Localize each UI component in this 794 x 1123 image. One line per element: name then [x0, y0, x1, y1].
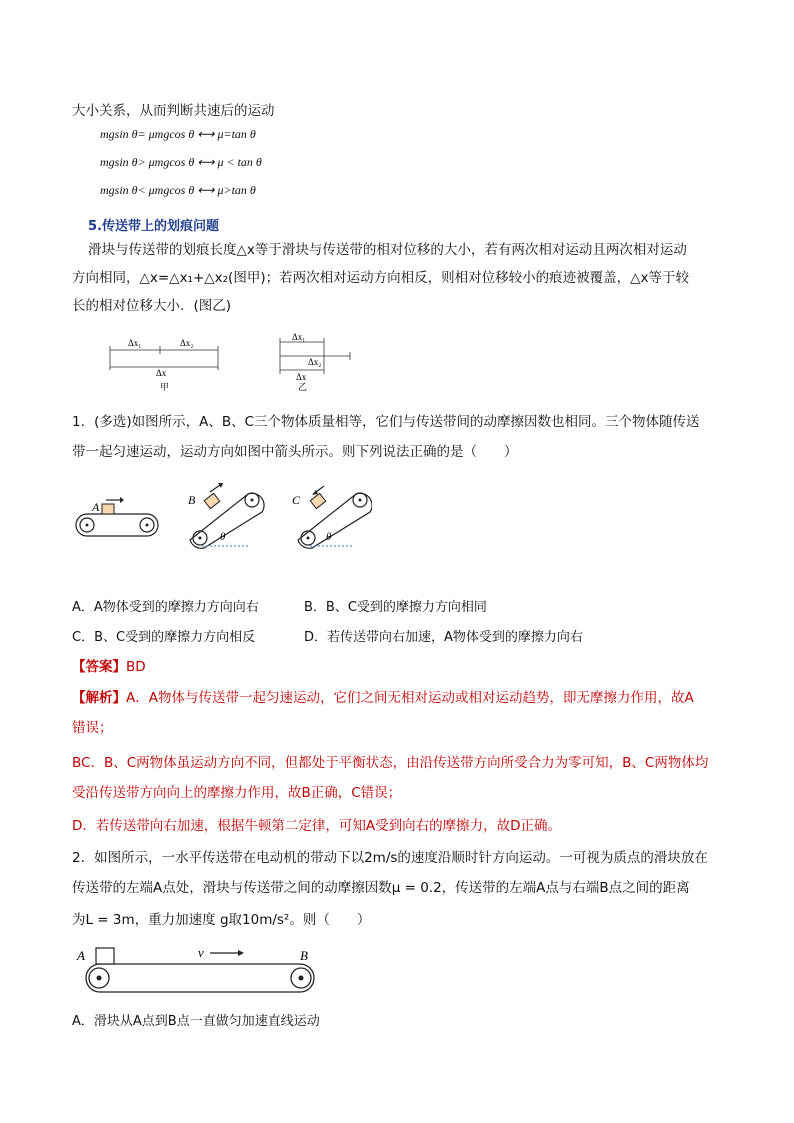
section-title: 5.传送带上的划痕问题 [88, 219, 219, 234]
q2-conveyor-figure [74, 940, 324, 998]
q1-option-b[interactable]: B．B、C受到的摩擦力方向相同 [304, 600, 487, 615]
label-theta-b: θ [220, 531, 226, 543]
jia-caption: 甲 [160, 382, 170, 392]
jia-dx: Δx [156, 368, 167, 378]
formula-equal: mgsin θ= μmgcos θ ⟷ μ=tan θ [100, 127, 256, 141]
formula-greater: mgsin θ> μmgcos θ ⟷ μ < tan θ [100, 155, 262, 169]
jia-dx2: Δx₂ [180, 338, 194, 348]
intro-text: 大小关系，从而判断共速后的运动 [72, 103, 275, 119]
q2-stem: 传送带的左端A点处，滑块与传送带之间的动摩擦因数μ = 0.2，传送带的左端A点与右端B点之间的距离 [72, 880, 690, 896]
analysis-line: A．A物体与传送带一起匀速运动，它们之间无相对运动或相对运动趋势，即无摩擦力作用，故A [126, 690, 694, 706]
analysis-line: D．若传送带向右加速，根据牛顿第二定律，可知A受到向右的摩擦力，故D正确。 [72, 818, 562, 834]
label-v: v [198, 945, 204, 960]
answer-tag: 【答案】 [72, 659, 126, 675]
label-b: B [188, 493, 196, 507]
q1-option-d[interactable]: D．若传送带向右加速，A物体受到的摩擦力向右 [304, 630, 583, 645]
q1-option-c[interactable]: C．B、C受到的摩擦力方向相反 [72, 630, 256, 645]
analysis-line: 受沿传送带方向向上的摩擦力作用，故B正确，C错误； [72, 785, 402, 801]
q1-option-a[interactable]: A．A物体受到的摩擦力方向向右 [72, 600, 259, 615]
q1-conveyor-figure [72, 482, 372, 552]
q2-stem: 为L = 3m，重力加速度 g取10m/s²。则（ ） [72, 912, 371, 928]
jia-dx1: Δx₁ [128, 338, 142, 348]
paragraph-line: 方向相同，△x=△x₁+△x₂(图甲)；若两次相对运动方向相反，则相对位移较小的痕迹被覆盖，△x等于较 [72, 270, 689, 286]
label-a: A [92, 500, 100, 514]
yi-dx: Δx [296, 372, 307, 382]
trace-diagram [100, 330, 370, 395]
analysis-line: BC．B、C两物体虽运动方向不同，但都处于平衡状态，由沿传送带方向所受合力为零可知，B、C两物体均 [72, 755, 709, 771]
q2-stem: 2．如图所示，一水平传送带在电动机的带动下以2m/s的速度沿顺时针方向运动。一可视为质点的滑块放在 [72, 850, 708, 866]
label-b: B [300, 948, 308, 963]
q1-analysis [72, 689, 694, 707]
analysis-tag: 【解析】 [72, 690, 126, 706]
analysis-line: 错误； [72, 720, 113, 736]
q1-stem: 带一起匀速运动，运动方向如图中箭头所示。则下列说法正确的是（ ） [72, 444, 518, 460]
yi-dx1: Δx₁ [292, 332, 306, 342]
answer-value: BD [126, 659, 146, 675]
paragraph-line: 长的相对位移大小．(图乙) [72, 298, 232, 314]
yi-caption: 乙 [298, 382, 308, 392]
label-theta-c: θ [326, 531, 332, 543]
yi-dx2: Δx₂ [308, 357, 322, 367]
q1-stem: 1．(多选)如图所示，A、B、C三个物体质量相等，它们与传送带间的动摩擦因数也相同。三个物体随传送 [72, 414, 700, 430]
paragraph-line: 滑块与传送带的划痕长度△x等于滑块与传送带的相对位移的大小，若有两次相对运动且两次相对运动 [88, 242, 687, 258]
label-a: A [77, 948, 85, 963]
q2-option-a[interactable]: A．滑块从A点到B点一直做匀加速直线运动 [72, 1014, 320, 1029]
q1-answer [72, 658, 146, 676]
formula-less: mgsin θ< μmgcos θ ⟷ μ>tan θ [100, 183, 256, 197]
label-c: C [292, 493, 301, 507]
